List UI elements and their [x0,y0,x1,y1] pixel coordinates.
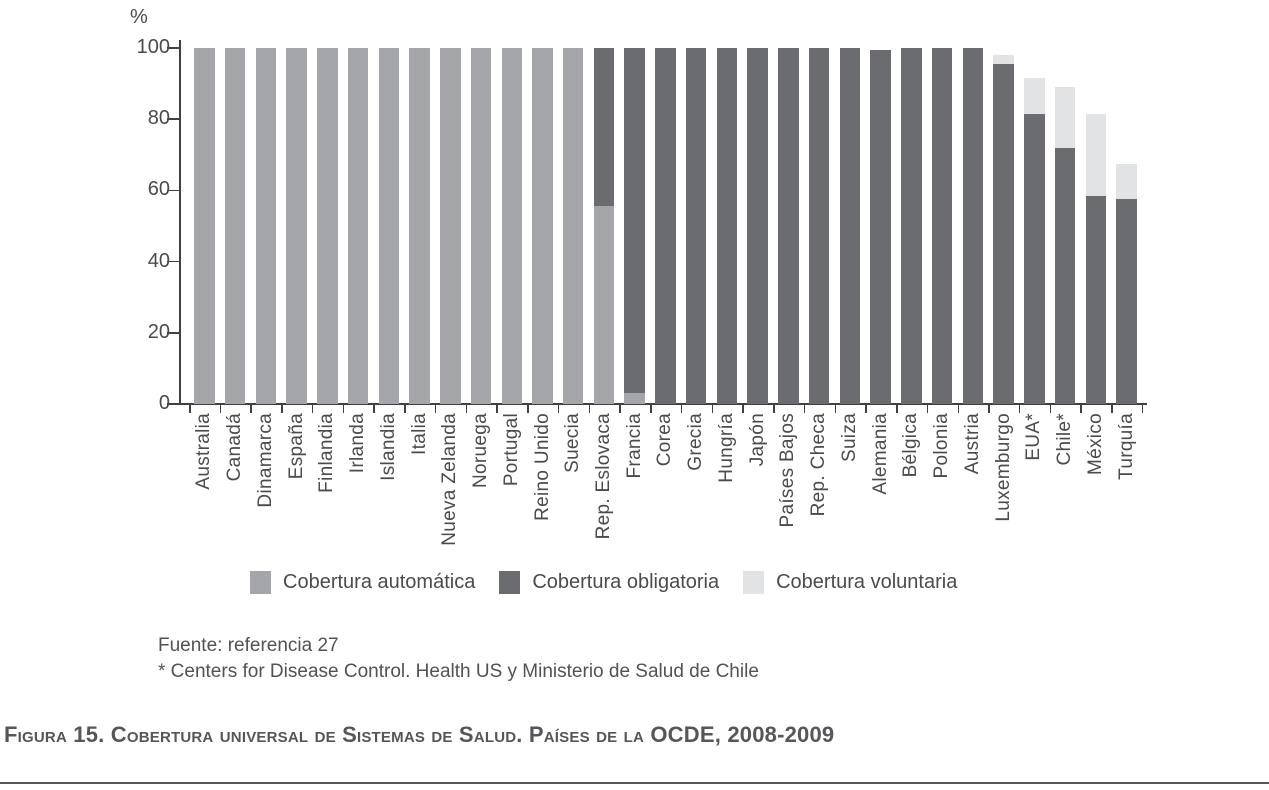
x-axis-tick [773,405,775,413]
bar-segment [409,48,430,404]
bar-segment [502,48,523,404]
bar-segment [317,48,338,404]
x-axis-category-label: Reino Unido [531,413,553,521]
x-axis-tick [896,405,898,413]
x-axis-tick [281,405,283,413]
bar-segment [563,48,584,404]
y-axis-tick-label: 80 [147,107,170,130]
bar-segment [1024,114,1045,404]
y-axis-line [179,40,181,405]
x-axis-tick [220,405,222,413]
chart-legend [250,571,957,594]
x-axis-category-label: Nueva Zelanda [439,413,461,546]
x-axis-tick [496,405,498,413]
bottom-divider [0,782,1269,784]
bar-segment [1116,164,1137,200]
bar-segment [194,48,215,404]
y-axis-unit-label: % [130,6,148,28]
y-axis-tick-label: 20 [147,320,170,343]
x-axis-category-label: Rep. Checa [808,413,830,517]
y-axis-tick-label: 0 [158,392,170,414]
x-axis-category-label: Irlanda [347,413,369,474]
bar-segment [717,48,738,404]
bar-segment [747,48,768,404]
bar-segment [901,48,922,404]
x-axis-category-label: Hungría [715,413,737,483]
bar-segment [840,48,861,404]
x-axis-tick [804,405,806,413]
x-axis-category-label: España [285,413,307,480]
bar-segment [963,48,984,404]
x-axis-category-label: Australia [193,413,215,490]
legend-item-automatica [250,571,475,594]
legend-label-obligatoria: Cobertura obligatoria [532,571,720,593]
bar-segment [286,48,307,404]
x-axis-tick [343,405,345,413]
bar-segment [778,48,799,404]
bar-segment [624,48,645,393]
x-axis-category-label: Luxemburgo [992,413,1014,522]
legend-item-obligatoria [499,571,719,594]
x-axis-tick [1111,405,1113,413]
x-axis-category-label: Francia [623,413,645,479]
x-axis-tick [404,405,406,413]
legend-swatch-voluntaria [743,571,764,594]
x-axis-tick [865,405,867,413]
bar-segment [1086,196,1107,404]
bar-segment [594,206,615,404]
bar-segment [440,48,461,404]
x-axis-tick [373,405,375,413]
figure-caption: Figura 15. Cobertura universal de Sistemas de Salud. Países de la OCDE, 2008-2009 [4,722,835,747]
bar-segment [225,48,246,404]
bar-segment [379,48,400,404]
x-axis-category-label: Dinamarca [254,413,276,508]
x-axis-category-label: Finlandia [316,413,338,493]
x-axis-category-label: EUA* [1023,413,1045,461]
x-axis-category-label: Polonia [931,413,953,479]
x-axis-category-label: México [1084,413,1106,475]
bar-segment [624,393,645,404]
x-axis-category-label: Bélgica [900,413,922,478]
x-axis-tick [958,405,960,413]
x-axis-tick [1142,405,1144,413]
x-axis-tick [435,405,437,413]
x-axis-tick [466,405,468,413]
y-axis-tick-label: 60 [147,178,170,201]
source-notes [158,633,759,685]
bar-segment [594,48,615,206]
x-axis-category-label: Islandia [377,413,399,481]
bar-segment [1024,78,1045,114]
x-axis-tick [619,405,621,413]
x-axis-category-label: Suecia [562,413,584,473]
legend-label-automatica: Cobertura automática [283,571,476,593]
x-axis-category-label: Chile* [1054,413,1076,466]
bar-segment [348,48,369,404]
bar-segment [256,48,277,404]
x-axis-tick [650,405,652,413]
x-axis-tick [589,405,591,413]
x-axis-category-label: Países Bajos [777,413,799,528]
x-axis-category-label: Noruega [470,413,492,488]
bar-segment [655,48,676,404]
bar-segment [993,64,1014,404]
x-axis-tick [558,405,560,413]
bar-segment [471,48,492,404]
legend-swatch-obligatoria [499,571,520,594]
bar-segment [686,48,707,404]
x-axis-category-label: Corea [654,413,676,467]
x-axis-category-label: Grecia [685,413,707,471]
x-axis-tick [835,405,837,413]
x-axis-category-label: Italia [408,413,430,455]
legend-item-voluntaria [743,571,957,594]
x-axis-category-label: Portugal [500,413,522,487]
x-axis-tick [712,405,714,413]
x-axis-tick [742,405,744,413]
x-axis-tick [312,405,314,413]
x-axis-tick [1050,405,1052,413]
x-axis-category-label: Canadá [224,413,246,482]
bar-segment [870,50,891,404]
x-axis-category-label: Japón [746,413,768,467]
x-axis-category-label: Alemania [869,413,891,495]
x-axis-category-label: Turquía [1115,413,1137,480]
bar-segment [1116,199,1137,404]
x-axis-tick [927,405,929,413]
y-axis-tick-label: 100 [136,36,170,58]
bar-segment [532,48,553,404]
source-note-asterisk: * Centers for Disease Control. Health US y Ministerio de Salud de Chile [158,661,759,682]
bar-segment [1055,148,1076,404]
x-axis-category-label: Austria [961,413,983,475]
x-axis-tick [189,405,191,413]
x-axis-category-label: Rep. Eslovaca [592,413,614,540]
legend-label-voluntaria: Cobertura voluntaria [776,571,958,593]
bar-segment [993,55,1014,64]
bar-segment [809,48,830,404]
x-axis-category-label: Suiza [838,413,860,463]
x-axis-tick [527,405,529,413]
bar-segment [1055,87,1076,148]
x-axis-tick [1019,405,1021,413]
x-axis-tick [681,405,683,413]
x-axis-tick [988,405,990,413]
y-axis-tick-label: 40 [147,249,170,272]
legend-swatch-automatica [250,571,271,594]
bar-segment [932,48,953,404]
x-axis-tick [1080,405,1082,413]
source-note-fuente: Fuente: referencia 27 [158,635,339,656]
bar-segment [1086,114,1107,196]
x-axis-tick [250,405,252,413]
